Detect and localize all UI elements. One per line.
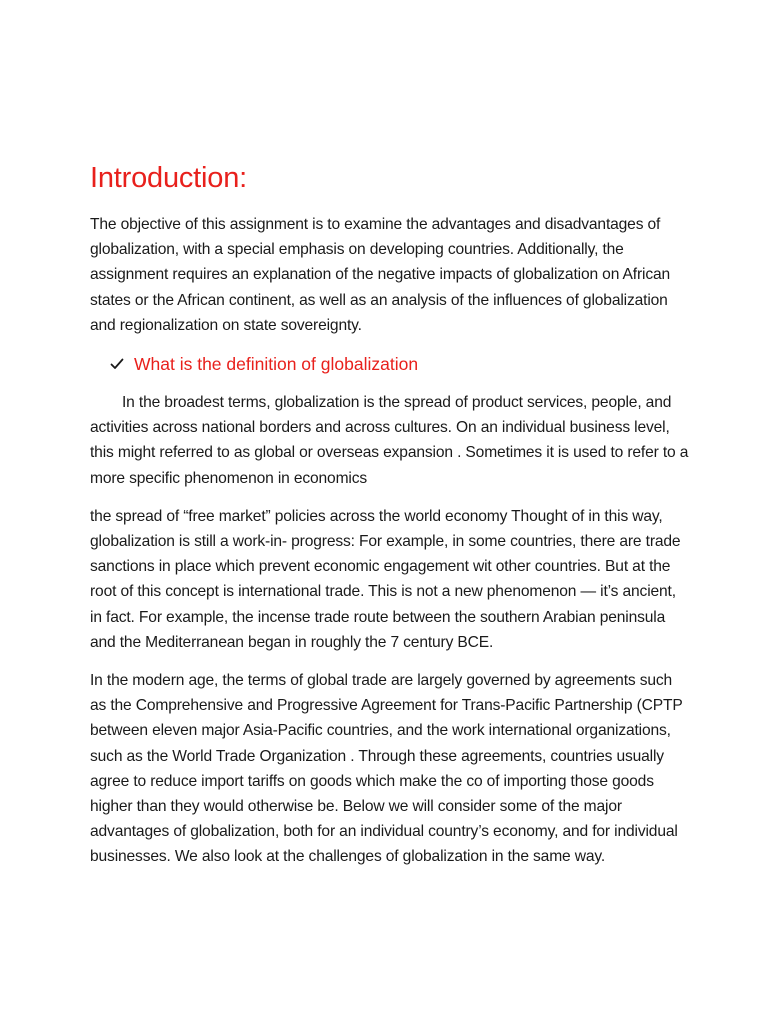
free-market-paragraph: the spread of “free market” policies across the world economy Thought of in this way, globalization is still a work-in- progress: For example, in some countries, there are trade sanctions in place which prevent economic engagement wit other countries. But at the root of this concept is international trade. This is not a new phenomenon — it’s ancient, in fact. For example, the incense trade route between the southern Arabian peninsula and the Mediterranean began in roughly the 7 century BCE. xyxy=(90,507,681,651)
definition-paragraph: In the broadest terms, globalization is the spread of product services, people, and activities across national borders and across cultures. On an individual business level, this might referred to as global or overseas expansion . Sometimes it is used to refer to a more specific phenomenon in economics xyxy=(90,394,689,487)
intro-paragraph: The objective of this assignment is to examine the advantages and disadvantages of globalization, with a special emphasis on developing countries. Additionally, the assignment requires an explanation of the negative impacts of globalization on African states or the African continent, as well as an analysis of the influences of globalization and regionalization on state sovereignty. xyxy=(90,216,671,334)
page-title: Introduction: xyxy=(90,162,247,194)
definition-bullet xyxy=(110,351,690,377)
document-body xyxy=(90,158,690,883)
modern-age-paragraph: In the modern age, the terms of global trade are largely governed by agreements such as the Comprehensive and Progressive Agreement for Trans-Pacific Partnership (CPTP between eleven major Asia-Pacific countries, and the work international organizations, such as the World Trade Organization . Through these agreements, countries usually agree to reduce import tariffs on goods which make the co of importing those goods higher than they would otherwise be. Below we will consider some of the major advantages of globalization, both for an individual country’s economy, and for individual businesses. We also look at the challenges of globalization in the same way. xyxy=(90,672,683,866)
checkmark-icon xyxy=(110,357,124,371)
definition-bullet-label: What is the definition of globalization xyxy=(134,354,419,375)
